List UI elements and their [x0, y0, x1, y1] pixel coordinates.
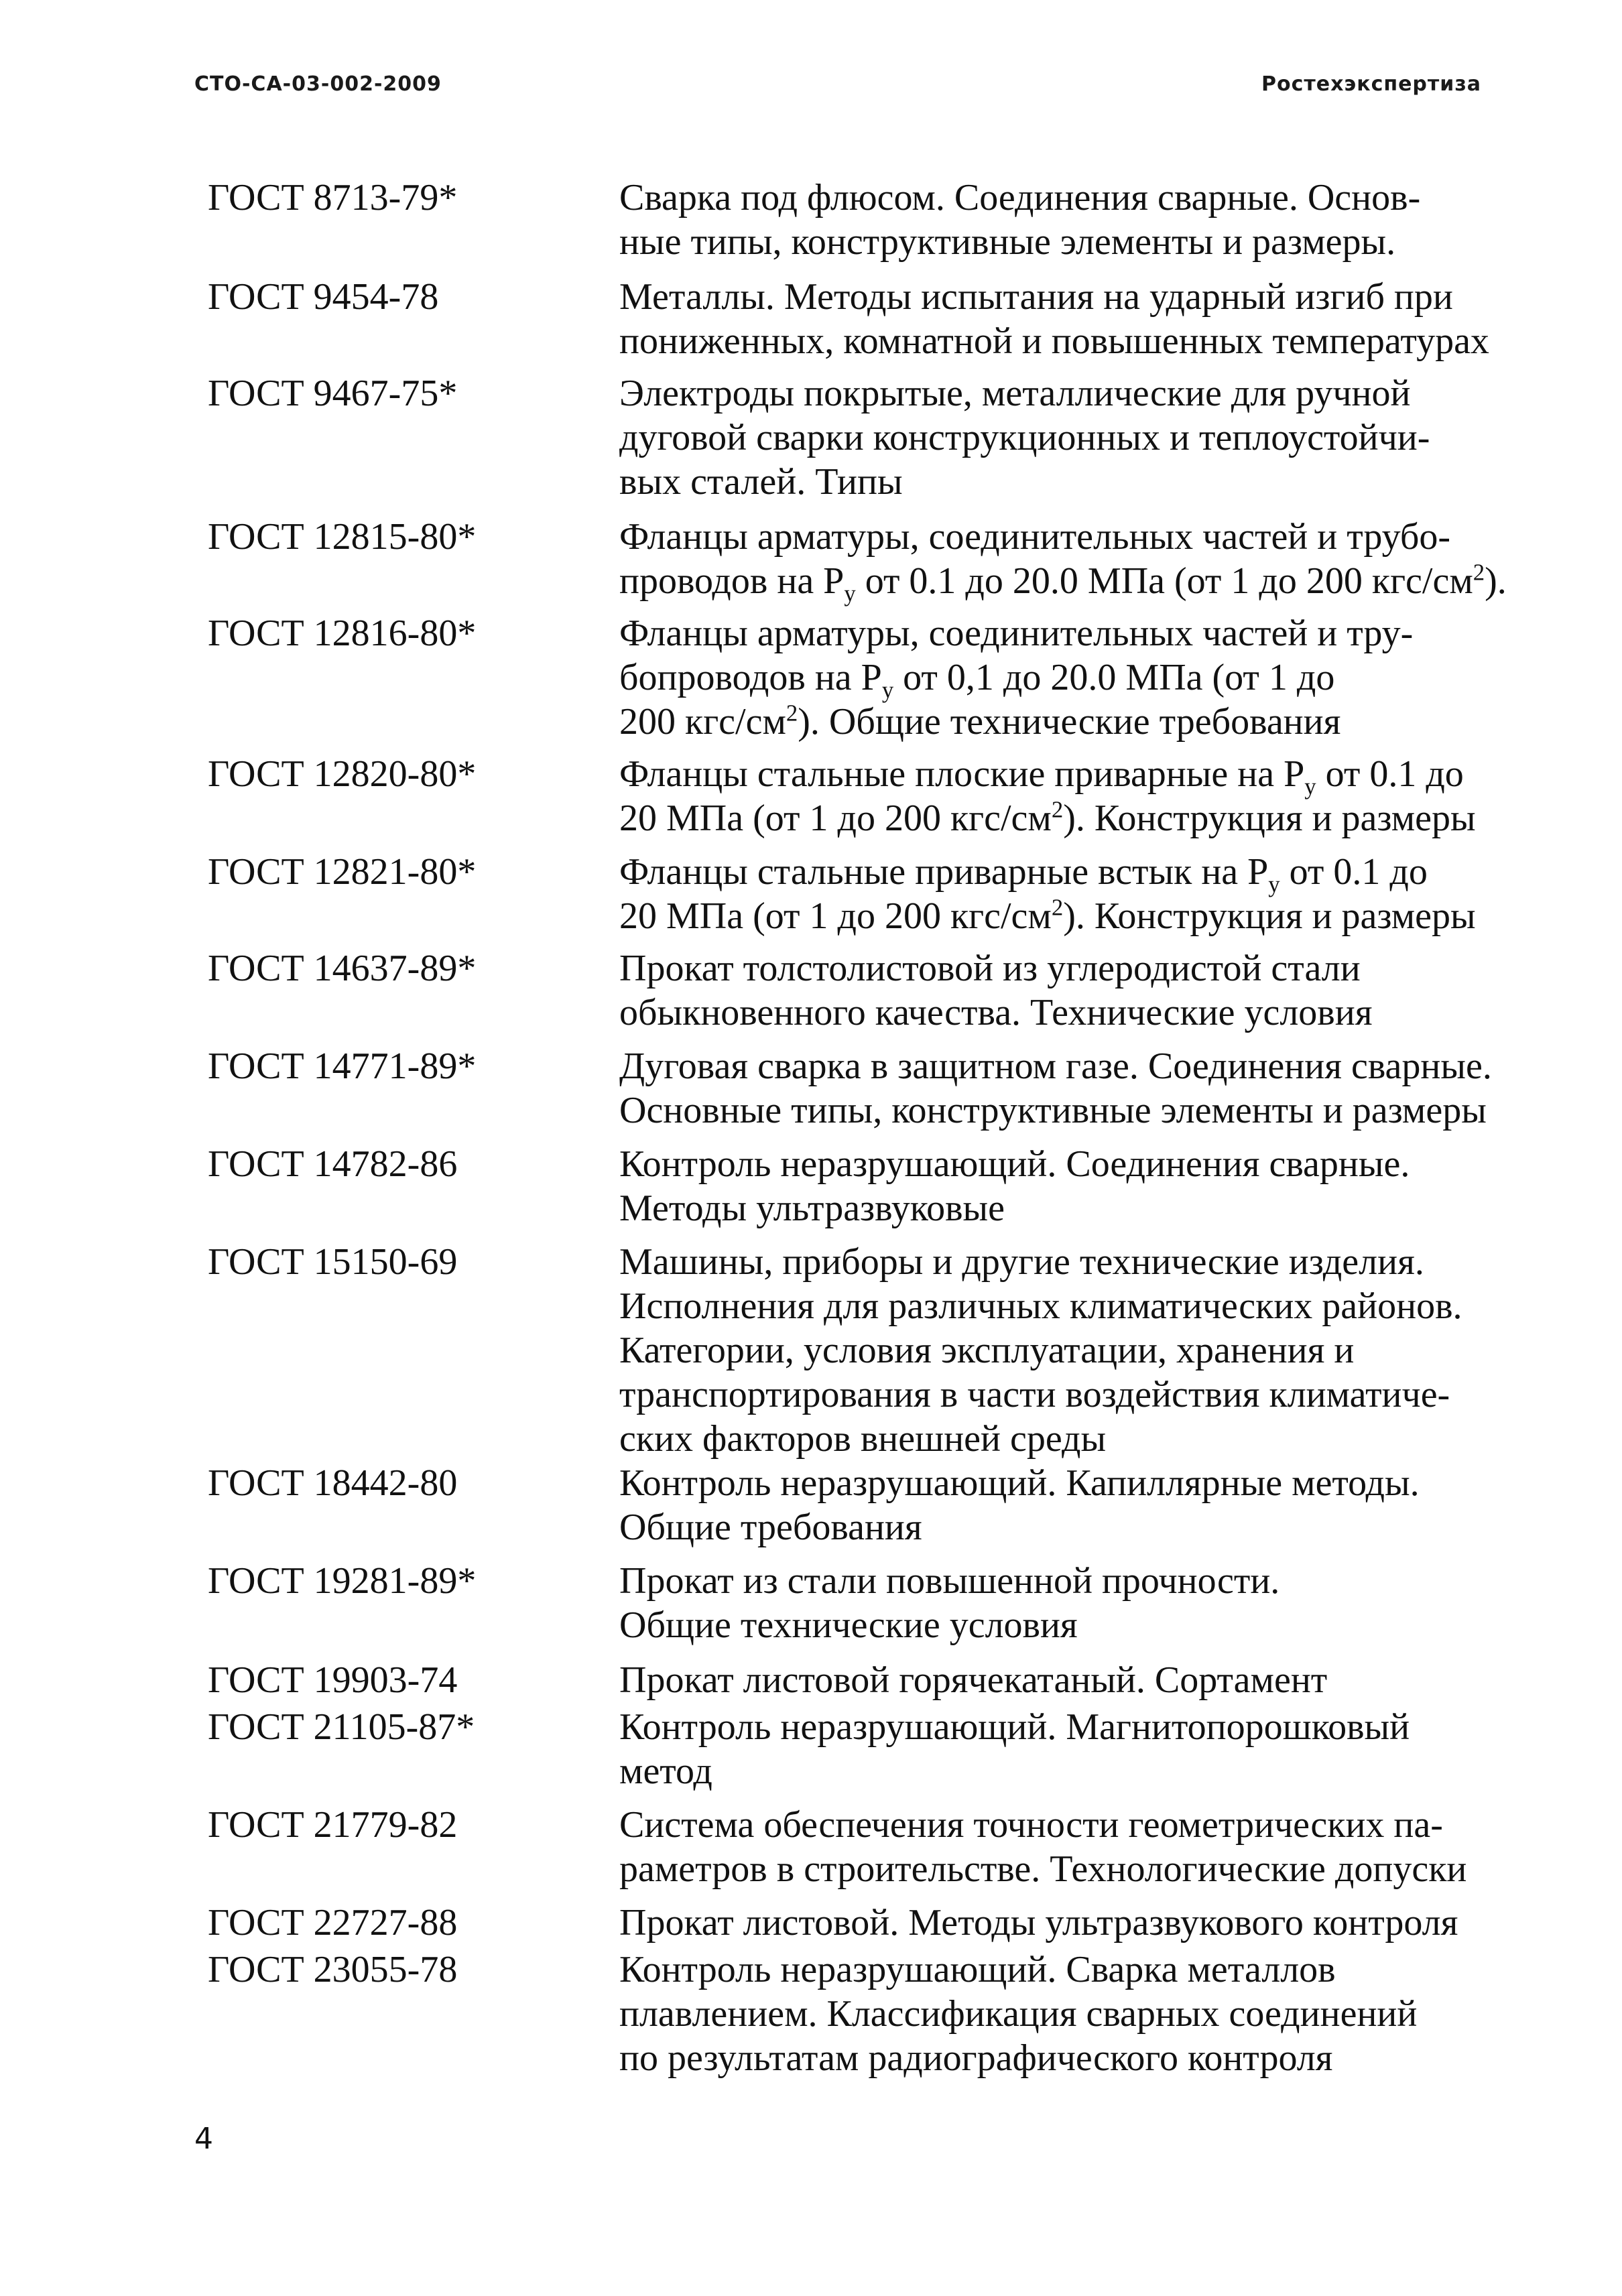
standard-title-line: 20 МПа (от 1 до 200 кгс/$см^2$). Конструкция и размеры — [619, 796, 1476, 839]
standard-code: ГОСТ 9454-78 — [208, 276, 439, 318]
standard-title-line: Фланцы стальные приварные встык на $P_y$ от 0.1 до — [619, 851, 1428, 898]
page-number: 4 — [194, 2122, 213, 2156]
standard-code: ГОСТ 15150-69 — [208, 1241, 458, 1283]
standard-entry — [0, 1044, 1622, 1133]
standard-entry — [0, 850, 1622, 938]
standard-title — [619, 1559, 1511, 1647]
standard-entry — [0, 1658, 1622, 1702]
standard-entry — [0, 1559, 1622, 1647]
standard-title-line: дуговой сварки конструкционных и теплоустойчи- — [619, 417, 1430, 458]
standard-entry — [0, 1705, 1622, 1793]
standard-title-line: проводов на $P_y$ от 0.1 до 20.0 МПа (от 1 до 200 кгс/$см^2$). — [619, 559, 1507, 607]
standard-code: ГОСТ 19903-74 — [208, 1659, 458, 1701]
standard-title-line: бопроводов на $P_y$ от 0,1 до 20.0 МПа (от 1 до — [619, 657, 1335, 704]
standard-title-line: обыкновенного качества. Технические условия — [619, 992, 1373, 1033]
standard-title — [619, 611, 1511, 744]
standard-code: ГОСТ 21779-82 — [208, 1804, 458, 1846]
standard-entry — [0, 1803, 1622, 1891]
standard-title-line: Методы ультразвуковые — [619, 1188, 1005, 1229]
standard-title-line: ских факторов внешней среды — [619, 1418, 1107, 1460]
standard-code: ГОСТ 8713-79* — [208, 177, 458, 218]
standard-title — [619, 371, 1511, 504]
standard-title-line: пониженных, комнатной и повышенных температурах — [619, 320, 1489, 362]
standard-title-line: Электроды покрытые, металлические для ручной — [619, 373, 1411, 414]
standard-entry — [0, 1901, 1622, 1945]
standard-title-line: метод — [619, 1750, 712, 1792]
standard-code: ГОСТ 21105-87* — [208, 1706, 475, 1748]
standard-code: ГОСТ 23055-78 — [208, 1949, 458, 1990]
standard-code: ГОСТ 12820-80* — [208, 753, 477, 795]
standard-title-line: Основные типы, конструктивные элементы и размеры — [619, 1090, 1487, 1131]
standard-entry — [0, 1240, 1622, 1461]
standard-code: ГОСТ 19281-89* — [208, 1560, 477, 1602]
standard-title-line: Дуговая сварка в защитном газе. Соединения сварные. — [619, 1045, 1492, 1087]
standard-title-line: вых сталей. Типы — [619, 461, 903, 503]
standard-code: ГОСТ 14782-86 — [208, 1143, 458, 1185]
standard-entry — [0, 176, 1622, 264]
standard-title — [619, 1142, 1511, 1230]
standard-title-line: Прокат листовой горячекатаный. Сортамент — [619, 1659, 1328, 1701]
standard-entry — [0, 1461, 1622, 1549]
standard-title-line: Фланцы стальные плоские приварные на $P_y$ от 0.1 до — [619, 753, 1464, 800]
standard-title-line: 20 МПа (от 1 до 200 кгс/$см^2$). Конструкция и размеры — [619, 894, 1476, 937]
standard-title-line: 200 кгс/$см^2$). Общие технические требования — [619, 700, 1341, 743]
standard-code: ГОСТ 12816-80* — [208, 613, 477, 654]
standard-entry — [0, 371, 1622, 504]
standard-title-line: Контроль неразрушающий. Магнитопорошковый — [619, 1706, 1410, 1748]
standard-code: ГОСТ 22727-88 — [208, 1902, 458, 1943]
standard-title-line: Фланцы арматуры, соединительных частей и тру- — [619, 613, 1414, 654]
standard-title — [619, 1044, 1511, 1133]
standard-title — [619, 1705, 1511, 1793]
standard-title-line: Сварка под флюсом. Соединения сварные. Основ- — [619, 177, 1421, 218]
standard-title — [619, 850, 1511, 938]
standard-entry — [0, 275, 1622, 363]
standard-title — [619, 1948, 1511, 2080]
standard-title-line: Общие технические условия — [619, 1604, 1078, 1646]
standard-title — [619, 1658, 1511, 1702]
standard-title-line: Общие требования — [619, 1507, 922, 1548]
standard-entry — [0, 611, 1622, 744]
organization-header: Ростехэкспертиза — [1261, 72, 1481, 96]
standard-title-line: раметров в строительстве. Технологические допуски — [619, 1848, 1467, 1890]
standard-entry — [0, 752, 1622, 840]
standard-title-line: Фланцы арматуры, соединительных частей и трубо- — [619, 516, 1451, 558]
standard-title-line: Исполнения для различных климатических районов. — [619, 1285, 1462, 1327]
standard-title — [619, 1901, 1511, 1945]
standard-title — [619, 515, 1511, 607]
standard-title-line: ные типы, конструктивные элементы и размеры. — [619, 221, 1396, 263]
standard-code: ГОСТ 14637-89* — [208, 948, 477, 989]
standard-title-line: Прокат толстолистовой из углеродистой стали — [619, 948, 1361, 989]
standard-title-line: транспортирования в части воздействия климатиче- — [619, 1374, 1450, 1415]
standard-title — [619, 176, 1511, 264]
standard-title-line: Прокат листовой. Методы ультразвукового контроля — [619, 1902, 1458, 1943]
standard-title-line: плавлением. Классификация сварных соединений — [619, 1993, 1418, 2035]
standard-title — [619, 946, 1511, 1035]
standard-title-line: Система обеспечения точности геометрических па- — [619, 1804, 1443, 1846]
standard-title — [619, 1803, 1511, 1891]
standard-entry — [0, 1948, 1622, 2080]
standard-title-line: Контроль неразрушающий. Сварка металлов — [619, 1949, 1336, 1990]
standard-title-line: Категории, условия эксплуатации, хранения и — [619, 1330, 1355, 1371]
standard-title — [619, 752, 1511, 840]
document-code-header: СТО-СА-03-002-2009 — [194, 72, 442, 96]
standard-title — [619, 1461, 1511, 1549]
standard-code: ГОСТ 12815-80* — [208, 516, 477, 558]
standard-title-line: Контроль неразрушающий. Соединения сварные. — [619, 1143, 1410, 1185]
standard-code: ГОСТ 18442-80 — [208, 1462, 458, 1504]
standard-title-line: Прокат из стали повышенной прочности. — [619, 1560, 1280, 1602]
standard-title — [619, 1240, 1511, 1461]
standard-entry — [0, 946, 1622, 1035]
standard-entry — [0, 1142, 1622, 1230]
standard-title-line: по результатам радиографического контроля — [619, 2037, 1333, 2079]
standard-code: ГОСТ 14771-89* — [208, 1045, 477, 1087]
standard-title-line: Металлы. Методы испытания на ударный изгиб при — [619, 276, 1453, 318]
standard-entry — [0, 515, 1622, 607]
standard-code: ГОСТ 9467-75* — [208, 373, 458, 414]
standard-title-line: Контроль неразрушающий. Капиллярные методы. — [619, 1462, 1420, 1504]
standard-title-line: Машины, приборы и другие технические изделия. — [619, 1241, 1424, 1283]
standard-code: ГОСТ 12821-80* — [208, 851, 477, 893]
standard-title — [619, 275, 1511, 363]
